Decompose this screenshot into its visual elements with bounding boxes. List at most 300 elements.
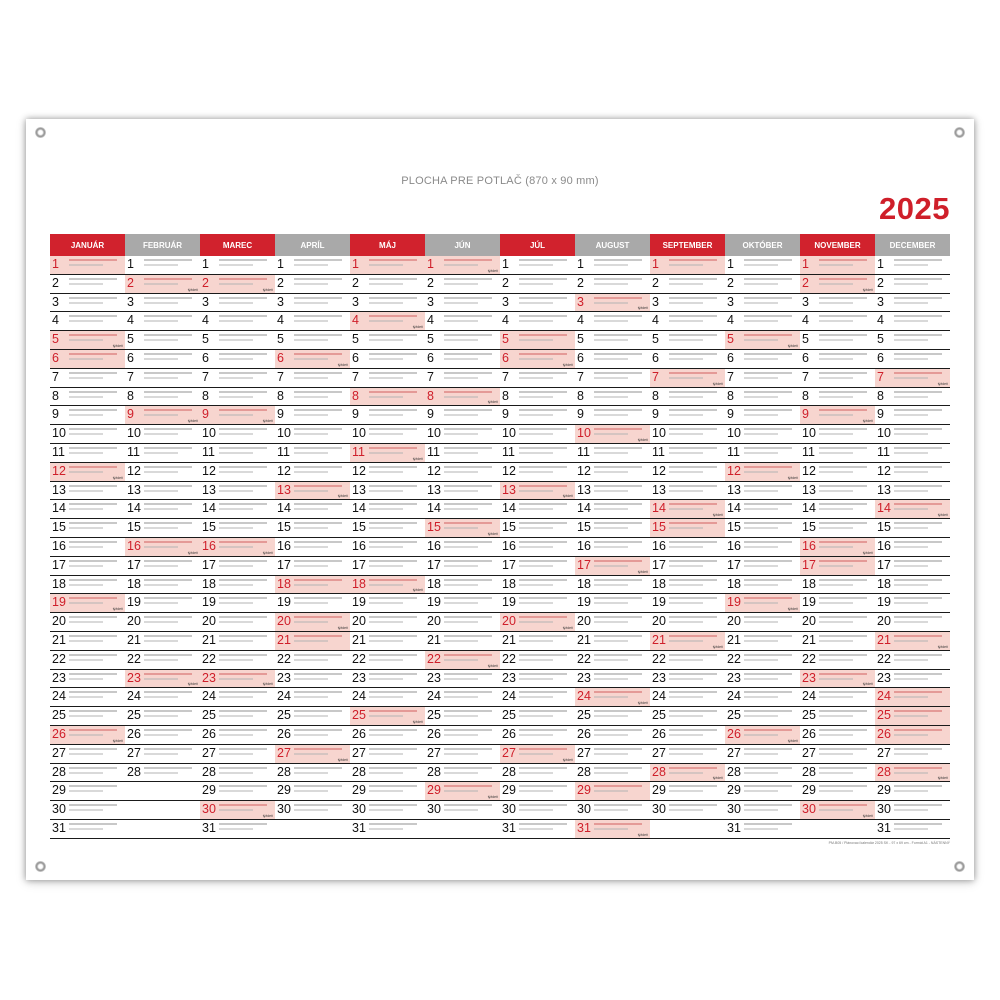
nameday-text [369,302,403,304]
day-name-text [144,391,192,393]
day-cell [50,463,125,481]
nameday-text [69,339,103,341]
nameday-text [519,527,553,529]
day-row-15 [50,519,950,538]
day-number: 30 [727,802,741,817]
nameday-text [144,584,178,586]
day-name-text [369,466,417,468]
day-row-25 [50,707,950,726]
day-cell [350,294,425,312]
day-name-text [219,654,267,656]
week-number: týždeň [262,550,273,555]
day-cell [425,406,500,424]
day-name-text [894,767,942,769]
day-number: 4 [277,313,284,328]
day-name-text [444,673,492,675]
nameday-text [69,546,103,548]
day-number: 23 [352,670,366,685]
nameday-text [819,584,853,586]
day-cell [800,406,875,424]
day-cell [200,670,275,688]
nameday-text [219,283,253,285]
day-number: 29 [277,783,291,798]
day-cell [800,726,875,744]
day-name-text [669,691,717,693]
nameday-text [744,621,778,623]
day-name-text [744,503,792,505]
day-number: 12 [427,463,441,478]
nameday-text [894,452,928,454]
day-number: 20 [127,614,141,629]
day-cell [800,331,875,349]
day-number: 1 [502,257,509,271]
day-number: 29 [877,783,891,798]
day-cell [350,444,425,462]
day-name-text [444,485,492,487]
day-cell [200,801,275,819]
day-number: 21 [652,632,666,647]
day-cell [50,482,125,500]
day-number: 21 [127,632,141,647]
week-number: týždeň [187,287,198,292]
day-cell [125,406,200,424]
day-name-text [144,579,192,581]
day-number: 27 [277,745,291,760]
day-name-text [444,522,492,524]
nameday-text [69,565,103,567]
nameday-text [219,565,253,567]
nameday-text [819,602,853,604]
nameday-text [894,715,928,717]
day-cell [275,764,350,782]
day-cell [650,482,725,500]
nameday-text [369,452,403,454]
week-number: týždeň [412,719,423,724]
nameday-text [744,508,778,510]
day-number: 12 [277,463,291,478]
nameday-text [219,602,253,604]
nameday-text [219,790,253,792]
day-cell [425,538,500,556]
nameday-text [219,490,253,492]
day-number: 9 [727,407,734,422]
day-number: 17 [52,557,66,572]
nameday-text [144,621,178,623]
nameday-text [219,264,253,266]
day-number: 5 [52,332,59,347]
day-number: 11 [802,444,815,459]
day-name-text [144,372,192,374]
day-number: 18 [352,576,366,591]
day-name-text [144,485,192,487]
day-number: 22 [502,651,516,666]
day-number: 31 [352,820,366,835]
day-number: 9 [202,407,209,422]
day-number: 29 [727,783,741,798]
day-number: 27 [502,745,516,760]
nameday-text [819,302,853,304]
day-cell [200,632,275,650]
day-number: 9 [127,407,134,422]
day-cell [650,500,725,518]
nameday-text [369,358,403,360]
day-cell [125,256,200,274]
nameday-text [219,527,253,529]
nameday-text [144,452,178,454]
nameday-text [744,659,778,661]
day-cell [50,670,125,688]
day-name-text [294,372,342,374]
nameday-text [819,339,853,341]
nameday-text [819,527,853,529]
day-number: 8 [502,388,509,403]
day-number: 26 [127,726,141,741]
day-cell [200,388,275,406]
nameday-text [594,809,628,811]
nameday-text [819,471,853,473]
day-name-text [519,560,567,562]
day-name-text [444,428,492,430]
day-cell [275,369,350,387]
day-number: 14 [502,501,516,516]
day-cell [800,482,875,500]
nameday-text [444,320,478,322]
day-name-text [819,503,867,505]
day-number: 19 [352,595,366,610]
day-name-text [69,259,117,261]
day-name-text [894,710,942,712]
week-number: týždeň [262,419,273,424]
day-cell [650,576,725,594]
day-cell [425,576,500,594]
nameday-text [894,734,928,736]
day-number: 12 [877,463,891,478]
day-name-text [669,560,717,562]
nameday-text [519,490,553,492]
day-number: 28 [652,764,666,779]
day-name-text [69,334,117,336]
week-number: týždeň [787,343,798,348]
day-number: 5 [877,332,884,347]
day-name-text [819,466,867,468]
day-number: 20 [202,614,216,629]
nameday-text [894,414,928,416]
week-number: týždeň [862,287,873,292]
day-name-text [369,278,417,280]
nameday-text [744,320,778,322]
day-number: 14 [652,501,666,516]
day-name-text [594,823,642,825]
nameday-text [219,584,253,586]
day-cell [500,406,575,424]
day-name-text [144,353,192,355]
day-name-text [444,541,492,543]
nameday-text [444,753,478,755]
day-cell [875,670,950,688]
day-name-text [744,278,792,280]
day-number: 26 [352,726,366,741]
day-number: 3 [727,294,734,309]
day-number: 20 [727,614,741,629]
day-cell [875,820,950,838]
day-name-text [519,522,567,524]
day-cell [500,801,575,819]
nameday-text [519,433,553,435]
day-name-text [894,503,942,505]
week-number: týždeň [337,625,348,630]
day-name-text [519,428,567,430]
nameday-text [294,715,328,717]
day-cell [725,294,800,312]
day-cell [275,613,350,631]
nameday-text [594,659,628,661]
day-cell [725,369,800,387]
day-number: 10 [427,426,441,441]
day-name-text [294,729,342,731]
day-cell [275,500,350,518]
day-name-text [369,259,417,261]
day-number: 16 [802,538,816,553]
day-row-27 [50,745,950,764]
day-cell [575,538,650,556]
day-name-text [369,579,417,581]
day-cell [350,369,425,387]
nameday-text [669,640,703,642]
day-cell [575,482,650,500]
day-cell [125,576,200,594]
day-cell [200,764,275,782]
day-name-text [219,673,267,675]
day-number: 31 [502,820,516,835]
day-name-text [819,334,867,336]
day-name-text [894,541,942,543]
day-number: 6 [502,350,509,365]
day-cell [800,294,875,312]
day-name-text [144,691,192,693]
day-number: 29 [802,783,816,798]
week-number: týždeň [112,343,123,348]
day-cell [575,406,650,424]
day-name-text [369,409,417,411]
day-number: 1 [577,257,584,271]
day-name-text [69,767,117,769]
week-number: týždeň [862,419,873,424]
nameday-text [594,302,628,304]
day-name-text [744,541,792,543]
day-number: 16 [277,538,291,553]
day-cell [725,463,800,481]
week-number: týždeň [937,381,948,386]
nameday-text [444,339,478,341]
month-header-7: AUGUST [575,234,650,256]
week-number: týždeň [712,381,723,386]
day-number: 3 [877,294,884,309]
day-cell [125,707,200,725]
day-name-text [894,597,942,599]
day-cell [350,726,425,744]
nameday-text [519,828,553,830]
nameday-text [594,471,628,473]
day-row-13 [50,482,950,501]
day-name-text [594,673,642,675]
day-name-text [294,259,342,261]
day-name-text [744,654,792,656]
day-name-text [294,785,342,787]
day-number: 18 [727,576,741,591]
day-cell [575,557,650,575]
day-cell [725,764,800,782]
day-cell [650,557,725,575]
day-number: 16 [502,538,516,553]
day-name-text [894,447,942,449]
day-number: 7 [802,369,809,384]
day-name-text [294,579,342,581]
week-number: týždeň [937,776,948,781]
day-number: 21 [202,632,216,647]
month-header-6: JÚL [500,234,575,256]
nameday-text [369,414,403,416]
day-number: 14 [52,501,66,516]
nameday-text [69,527,103,529]
day-cell [200,745,275,763]
day-cell [50,369,125,387]
nameday-text [819,320,853,322]
day-number: 14 [202,501,216,516]
day-name-text [69,560,117,562]
day-number: 19 [277,595,291,610]
nameday-text [669,678,703,680]
day-row-2 [50,275,950,294]
day-number: 24 [577,689,591,704]
day-name-text [219,616,267,618]
month-header-4: MÁJ [350,234,425,256]
grommet-bottom-right [954,861,965,872]
day-name-text [294,560,342,562]
day-cell [350,519,425,537]
day-number: 9 [52,407,59,422]
day-name-text [519,353,567,355]
day-number: 4 [52,313,59,328]
day-name-text [294,466,342,468]
day-name-text [594,297,642,299]
day-name-text [819,485,867,487]
day-number: 16 [127,538,141,553]
day-cell [125,369,200,387]
nameday-text [819,753,853,755]
day-number: 19 [127,595,141,610]
day-name-text [219,785,267,787]
day-row-3 [50,294,950,313]
day-number: 1 [877,257,884,271]
nameday-text [744,396,778,398]
day-cell [575,369,650,387]
day-name-text [519,297,567,299]
nameday-text [69,283,103,285]
nameday-text [819,490,853,492]
nameday-text [444,396,478,398]
nameday-text [294,659,328,661]
day-name-text [669,635,717,637]
nameday-text [69,640,103,642]
nameday-text [669,320,703,322]
day-cell [800,613,875,631]
day-number: 2 [277,275,284,290]
day-cell [575,463,650,481]
day-name-text [144,428,192,430]
day-number: 4 [127,313,134,328]
nameday-text [819,283,853,285]
nameday-text [69,264,103,266]
day-cell [125,519,200,537]
nameday-text [744,734,778,736]
day-cell [500,688,575,706]
day-number: 13 [427,482,441,497]
day-name-text [219,315,267,317]
day-cell [500,764,575,782]
day-name-text [819,635,867,637]
day-cell [650,463,725,481]
day-cell [500,350,575,368]
nameday-text [294,433,328,435]
day-number: 26 [802,726,816,741]
nameday-text [594,584,628,586]
day-number: 21 [352,632,366,647]
nameday-text [744,283,778,285]
day-name-text [369,823,417,825]
year-title: 2025 [879,191,950,226]
day-number: 19 [577,595,591,610]
nameday-text [894,396,928,398]
day-number: 5 [277,332,284,347]
nameday-text [594,433,628,435]
day-name-text [669,334,717,336]
nameday-text [144,490,178,492]
day-number: 6 [802,350,809,365]
day-cell [650,350,725,368]
nameday-text [369,602,403,604]
day-name-text [894,691,942,693]
day-cell [575,745,650,763]
day-name-text [744,485,792,487]
nameday-text [444,490,478,492]
day-name-text [894,748,942,750]
day-cell [575,651,650,669]
day-cell [425,388,500,406]
day-cell [275,519,350,537]
day-cell [425,782,500,800]
day-number: 15 [352,520,366,535]
day-number: 15 [727,520,741,535]
nameday-text [369,790,403,792]
nameday-text [594,283,628,285]
day-cell [725,388,800,406]
day-name-text [819,409,867,411]
day-name-text [519,503,567,505]
nameday-text [744,828,778,830]
day-number: 5 [802,332,809,347]
day-number: 29 [577,783,591,798]
day-number: 20 [277,614,291,629]
day-number: 10 [577,426,591,441]
day-row-6 [50,350,950,369]
nameday-text [219,452,253,454]
nameday-text [894,471,928,473]
day-name-text [519,616,567,618]
day-row-31 [50,820,950,839]
nameday-text [144,377,178,379]
nameday-text [444,283,478,285]
day-cell [125,613,200,631]
